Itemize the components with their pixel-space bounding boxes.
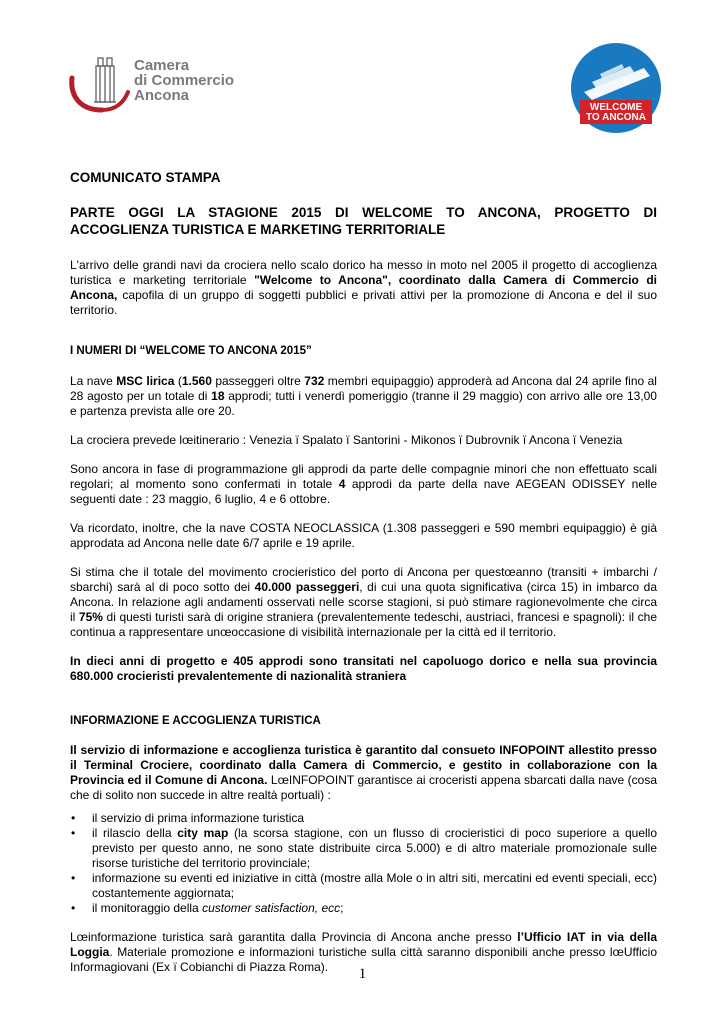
list-item: • il rilascio della city map (la scorsa stagione, con un flusso di crocieristici di poco superiore a quello previsto per questo anno, ne sono state distribuite circa 5.000) e di altro materiale promozionale sulle risorse turistiche del territorio provinciale; xyxy=(92,826,657,871)
section-title-numeri: I NUMERI DI “WELCOME TO ANCONA 2015” xyxy=(70,345,312,357)
iat-office-paragraph: Lœinformazione turistica sarà garantita dalla Provincia di Ancona anche presso l’Ufficio IAT in via della Loggia. Materiale promozione e informazioni turistiche sulla città saranno disponibili anche presso lœUfficio Informagiovani (Ex ï Cobianchi di Piazza Roma). xyxy=(70,930,657,974)
list-item: • il monitoraggio della customer satisfaction, ecc; xyxy=(92,901,657,916)
press-release-body xyxy=(70,170,657,975)
comunicato-heading: COMUNICATO STAMPA xyxy=(70,170,221,185)
intro-paragraph: L'arrivo delle grandi navi da crociera nello scalo dorico ha messo in moto nel 2005 il progetto di accoglienza turistica e marketing territoriale "Welcome to Ancona", coordinato dalla Camera di Commercio di Ancona, capofila di un gruppo di soggetti pubblici e privati attivi per la promozione di Ancona e del il suo territorio. xyxy=(70,258,657,317)
passenger-estimate-paragraph: Si stima che il totale del movimento crocieristico del porto di Ancona per questœanno (transiti + imbarchi / sbarchi) sarà al di poco sotto dei 40.000 passeggeri, di cui una quota significativa (circa 15) in imbarco da Ancona. In relazione agli andamenti osservati nelle scorse stagioni, si può stimare ragionevolmente che circa il 75% di questi turisti sarà di origine straniera (prevalentemente tedeschi, austriaci, francesi e spagnoli): il che continua a rappresentare unœoccasione di visibilità internazionale per la città ed il territorio. xyxy=(70,565,657,639)
camera-commercio-emblem-icon xyxy=(68,52,132,114)
list-item: • informazione su eventi ed iniziative in città (mostre alla Mole o in altri siti, mercatini ed eventi speciali, ecc) costantemente aggiornata; xyxy=(92,871,657,901)
list-item: • il servizio di prima informazione turistica xyxy=(92,811,657,826)
minor-companies-paragraph: Sono ancora in fase di programmazione gli approdi da parte delle compagnie minori che non effettuato scali regolari; al momento sono confermati in totale 4 approdi da parte della nave AEGEAN ODISSEY nelle seguenti date : 23 maggio, 6 luglio, 4 e 6 ottobre. xyxy=(70,462,658,506)
camera-commercio-logo xyxy=(68,52,238,114)
to-ancona-label: TO ANCONA xyxy=(586,112,646,123)
press-release-title: PARTE OGGI LA STAGIONE 2015 DI WELCOME TO ANCONA, PROGETTO DI ACCOGLIENZA TURISTICA E MARKETING TERRITORIALE xyxy=(70,205,657,237)
section-title-informazione: INFORMAZIONE E ACCOGLIENZA TURISTICA xyxy=(70,715,321,727)
welcome-label: WELCOME xyxy=(589,102,643,113)
msc-lirica-paragraph: La nave MSC lirica (1.560 passeggeri oltre 732 membri equipaggio) approderà ad Ancona dal 24 aprile fino al 28 agosto per un totale di 18 approdi; tutti i venerdì pomeriggio (tranne il 29 maggio) con arrivo alle ore 13,00 e partenza prevista alle ore 20. xyxy=(70,374,657,418)
camera-commercio-logo-text: Camera di Commercio Ancona xyxy=(134,57,235,104)
welcome-to-ancona-logo xyxy=(570,42,662,134)
itinerary-paragraph: La crociera prevede lœitinerario : Venezia ï Spalato ï Santorini - Mikonos ï Dubrovnik ï Ancona ï Venezia xyxy=(70,433,623,447)
infopoint-paragraph: Il servizio di informazione e accoglienza turistica è garantito dal consueto INFOPOINT allestito presso il Terminal Crociere, coordinato dalla Camera di Commercio, e gestito in collaborazione con la Provincia ed il Comune di Ancona. LœINFOPOINT garantisce ai croceristi appena sbarcati dalla nave (cosa che di solito non succede in altre realtà portuali) : xyxy=(70,743,657,802)
infopoint-services-list xyxy=(70,811,657,916)
page-number: 1 xyxy=(358,966,367,982)
ten-years-summary: In dieci anni di progetto e 405 approdi sono transitati nel capoluogo dorico e nella sua provincia 680.000 crocieristi prevalentemente di nazionalità straniera xyxy=(70,654,657,683)
costa-neoclassica-paragraph: Va ricordato, inoltre, che la nave COSTA NEOCLASSICA (1.308 passeggeri e 590 membri equipaggio) è già approdata ad Ancona nelle date 6/7 aprile e 19 aprile. xyxy=(70,521,657,550)
